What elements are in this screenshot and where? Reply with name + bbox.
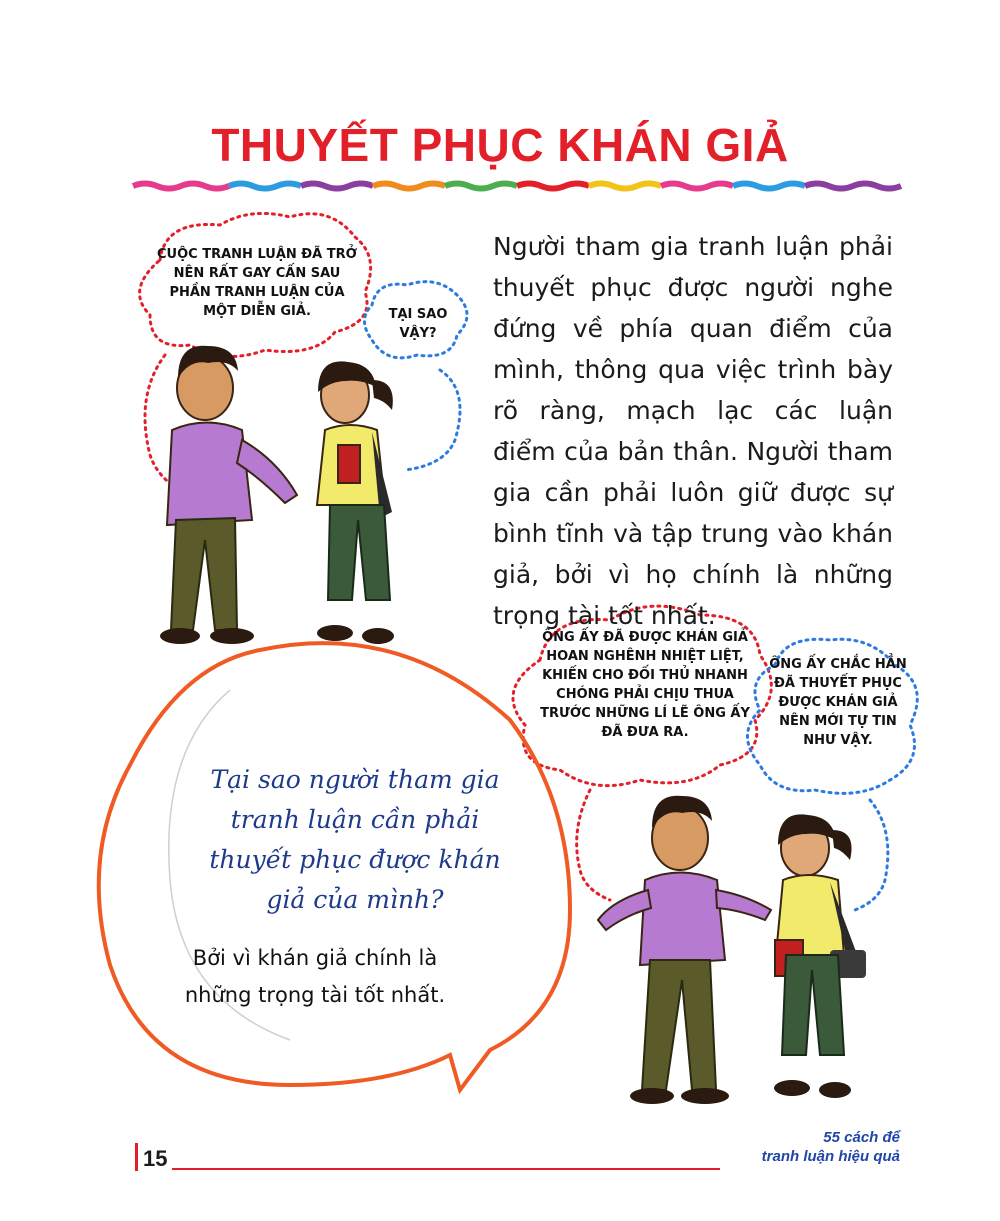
title-underline-stripe <box>133 184 901 189</box>
page-title: THUYẾT PHỤC KHÁN GIẢ <box>211 119 789 171</box>
boy-character-top <box>160 346 297 644</box>
question-text: Tại sao người tham gia tranh luận cần phải thuyết phục được khán giả của mình? <box>209 765 501 914</box>
speech-bubble-tail-bottom-right <box>855 800 888 910</box>
girl-character-top <box>317 361 394 644</box>
footer-rule <box>172 1168 720 1170</box>
boy-character-bottom <box>598 796 771 1104</box>
girl-character-bottom <box>774 814 866 1098</box>
book-title-line1: 55 cách để <box>823 1129 900 1146</box>
answer-text: Bởi vì khán giả chính là những trọng tài tốt nhất. <box>184 946 446 1007</box>
bubble-text-bottom-right: ÔNG ẤY CHẮC HẲN ĐÃ THUYẾT PHỤC ĐƯỢC KHÁN GIẢ NÊN MỚI TỰ TIN NHƯ VẬY. <box>769 657 907 748</box>
body-paragraph: Người tham gia tranh luận phải thuyết phục được người nghe đứng về phía quan điểm của mình, thông qua việc trình bày rõ ràng, mạch lạc các luận điểm của bản thân. Người tham gia cần phải luôn giữ được sự bình tĩnh và tập trung vào khán giả, bởi vì họ chính là những trọng tài tốt nhất. <box>493 232 893 630</box>
speech-bubble-tail-bottom-left <box>577 790 610 900</box>
speech-bubble-tail-top-right <box>405 370 460 470</box>
bubble-text-top-left: CUỘC TRANH LUẬN ĐÃ TRỞ NÊN RẤT GAY CẤN SAU PHẦN TRANH LUẬN CỦA MỘT DIỄN GIẢ. <box>157 247 357 319</box>
bubble-text-top-right: TẠI SAO VẬY? <box>388 307 448 341</box>
book-title-line2: tranh luận hiệu quả <box>761 1148 900 1165</box>
bubble-text-bottom-left: ÔNG ẤY ĐÃ ĐƯỢC KHÁN GIẢ HOAN NGHÊNH NHIỆT LIỆT, KHIẾN CHO ĐỐI THỦ NHANH CHÓNG PHẢI CHỊU THUA TRƯỚC NHỮNG LÍ LẼ ÔNG ẤY ĐÃ ĐƯA RA. <box>540 630 750 740</box>
page-number: 15 <box>143 1146 168 1171</box>
footer-accent-bar <box>135 1143 138 1171</box>
book-title <box>700 1128 900 1166</box>
